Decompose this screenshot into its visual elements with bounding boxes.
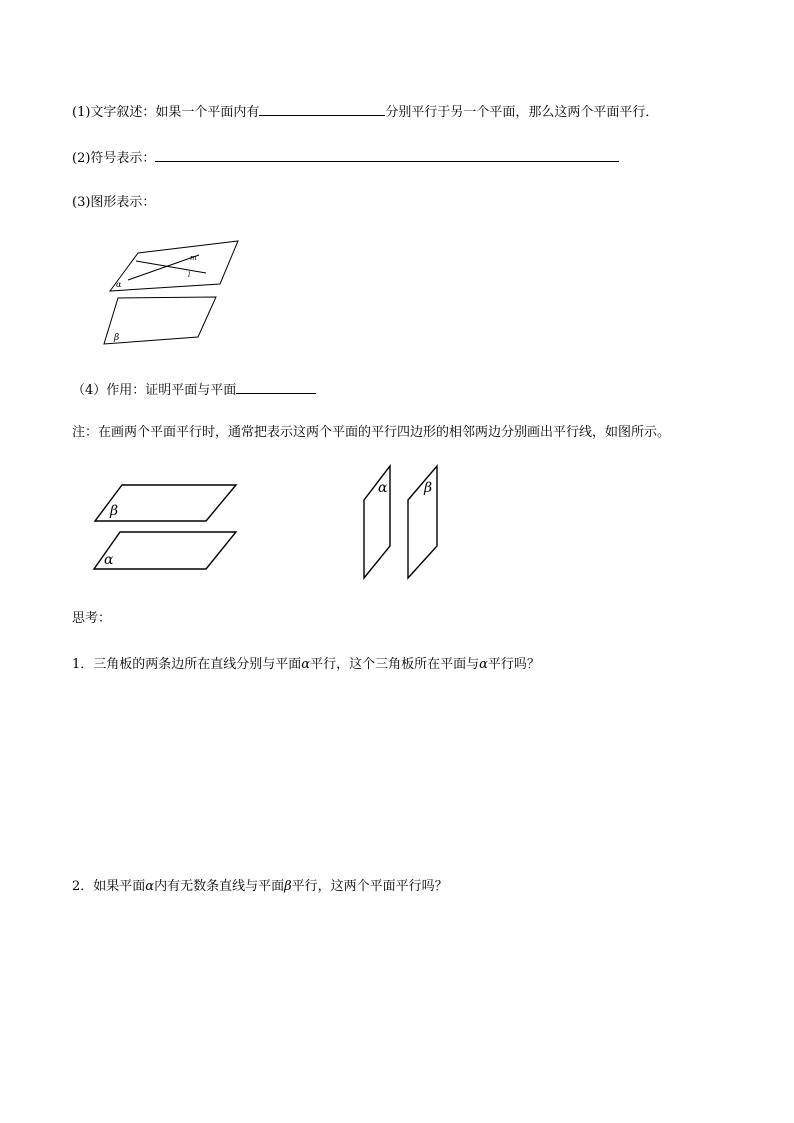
figure-label: (3)图形表示： xyxy=(72,195,156,210)
question-2 xyxy=(72,878,448,896)
label-alpha: α xyxy=(116,280,122,289)
label-beta-vertical: β xyxy=(424,480,433,496)
horizontal-planes-figure xyxy=(90,480,245,576)
question-1-part1: 三角板的两条边所在直线分别与平面 xyxy=(93,657,302,672)
symbol-blank xyxy=(155,148,619,162)
question-2-part3: 平行，这两个平面平行吗？ xyxy=(291,879,448,894)
label-beta: β xyxy=(114,333,120,343)
purpose-text xyxy=(72,380,316,400)
statement-suffix: 分别平行于另一个平面，那么这两个平面平行． xyxy=(385,105,659,120)
label-beta-upper: β xyxy=(110,503,119,519)
statement-text xyxy=(72,102,658,122)
think-heading xyxy=(72,610,111,628)
figure-notation-label xyxy=(72,194,155,212)
note-text: 注：在画两个平面平行时，通常把表示这两个平面的平行四边形的相邻两边分别画出平行线，如图所示。 xyxy=(72,425,671,440)
label-m: m xyxy=(190,254,197,262)
question-2-part2: 内有无数条直线与平面 xyxy=(154,879,285,894)
think-heading-text: 思考： xyxy=(72,611,112,626)
question-1 xyxy=(72,656,540,674)
statement-prefix: (1)文字叙述：如果一个平面内有 xyxy=(72,105,260,120)
line-l xyxy=(136,261,206,273)
question-1-var-alpha: α xyxy=(301,657,311,672)
purpose-blank xyxy=(236,380,316,394)
statement-blank xyxy=(259,102,385,116)
vertical-planes-figure xyxy=(355,460,445,584)
plane-beta-bottom xyxy=(104,297,216,344)
question-1-part2: 平行，这个三角板所在平面与 xyxy=(310,657,480,672)
question-1-number: 1． xyxy=(72,657,94,672)
purpose-label: （4）作用：证明平面与平面 xyxy=(72,383,237,398)
plane-beta-vertical xyxy=(408,466,437,578)
question-1-var-alpha-2: α xyxy=(479,657,488,672)
parallel-planes-figure xyxy=(100,236,250,348)
symbol-notation xyxy=(72,148,619,168)
question-2-number: 2． xyxy=(72,879,94,894)
label-l: l xyxy=(188,271,191,279)
plane-alpha-top xyxy=(110,241,238,291)
question-1-part3: 平行吗？ xyxy=(487,657,540,672)
question-2-part1: 如果平面 xyxy=(93,879,146,894)
question-2-var-beta: β xyxy=(284,879,292,894)
label-alpha-vertical: α xyxy=(378,480,388,496)
question-2-var-alpha: α xyxy=(145,879,155,894)
plane-alpha-lower xyxy=(94,532,236,569)
drawing-note xyxy=(72,424,670,442)
symbol-label: (2)符号表示： xyxy=(72,151,156,166)
label-alpha-lower: α xyxy=(104,552,114,568)
